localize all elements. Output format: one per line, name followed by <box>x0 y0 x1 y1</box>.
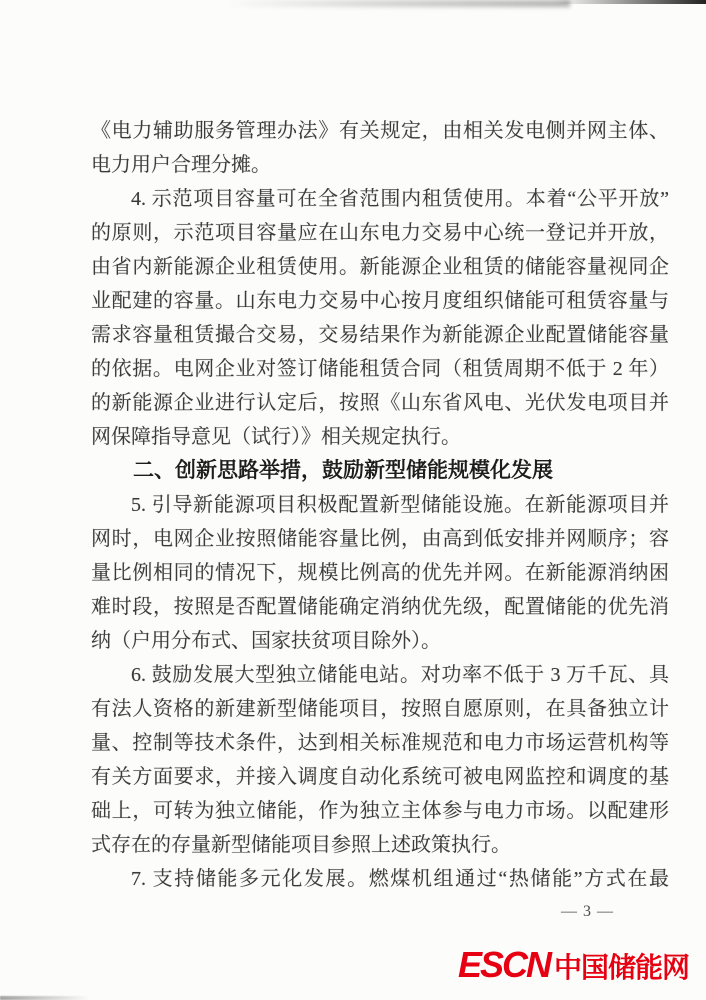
text-line: 需求容量租赁撮合交易，交易结果作为新能源企业配置储能容量 <box>91 324 669 346</box>
text-line: 网时，电网企业按照储能容量比例，由高到低安排并网顺序；容 <box>91 528 669 550</box>
scan-edge-top-right <box>556 0 706 4</box>
text-line: 难时段，按照是否配置储能确定消纳优先级，配置储能的优先消 <box>91 596 669 618</box>
text-line: 网保障指导意见（试行）》相关规定执行。 <box>91 426 461 448</box>
text-line: 有法人资格的新建新型储能项目，按照自愿原则，在具备独立计 <box>91 698 669 720</box>
text-line: 4. 示范项目容量可在全省范围内租赁使用。本着“公平开放” <box>131 188 669 210</box>
text-line: 量、控制等技术条件，达到相关标准规范和电力市场运营机构等 <box>91 732 669 754</box>
text-line: 5. 引导新能源项目积极配置新型储能设施。在新能源项目并 <box>131 494 669 516</box>
text-line: 有关方面要求，并接入调度自动化系统可被电网监控和调度的基 <box>91 766 669 788</box>
text-line: 础上，可转为独立储能，作为独立主体参与电力市场。以配建形 <box>91 800 669 822</box>
text-line: 式存在的存量新型储能项目参照上述政策执行。 <box>91 834 511 856</box>
text-line: 《电力辅助服务管理办法》有关规定，由相关发电侧并网主体、 <box>91 120 669 142</box>
escn-logo <box>457 944 689 985</box>
text-line: 的原则，示范项目容量应在山东电力交易中心统一登记并开放， <box>91 222 669 244</box>
text-line: 量比例相同的情况下，规模比例高的优先并网。在新能源消纳困 <box>91 562 669 584</box>
scan-smudge-top <box>225 0 570 7</box>
text-line: 的依据。电网企业对签订储能租赁合同（租赁周期不低于 2 年） <box>91 358 669 380</box>
text-line: 业配建的容量。山东电力交易中心按月度组织储能可租赁容量与 <box>91 290 669 312</box>
text-line: 纳（户用分布式、国家扶贫项目除外）。 <box>91 630 441 652</box>
text-line: 电力用户合理分摊。 <box>91 154 271 176</box>
text-line: 二、创新思路举措，鼓励新型储能规模化发展 <box>133 459 553 482</box>
text-line: 的新能源企业进行认定后，按照《山东省风电、光伏发电项目并 <box>91 392 669 414</box>
text-line: 7. 支持储能多元化发展。燃煤机组通过“热储能”方式在最 <box>131 868 669 890</box>
page-number: — 3 — <box>561 903 614 920</box>
document-body <box>91 114 669 896</box>
escn-logo-latin-text: ESCN <box>457 944 550 985</box>
escn-logo-chinese-text: 中国储能网 <box>553 952 689 983</box>
text-line: 由省内新能源企业租赁使用。新能源企业租赁的储能容量视同企 <box>91 256 669 278</box>
scan-edge-bottom-left <box>0 996 90 1000</box>
text-line: 6. 鼓励发展大型独立储能电站。对功率不低于 3 万千瓦、具 <box>131 664 669 686</box>
